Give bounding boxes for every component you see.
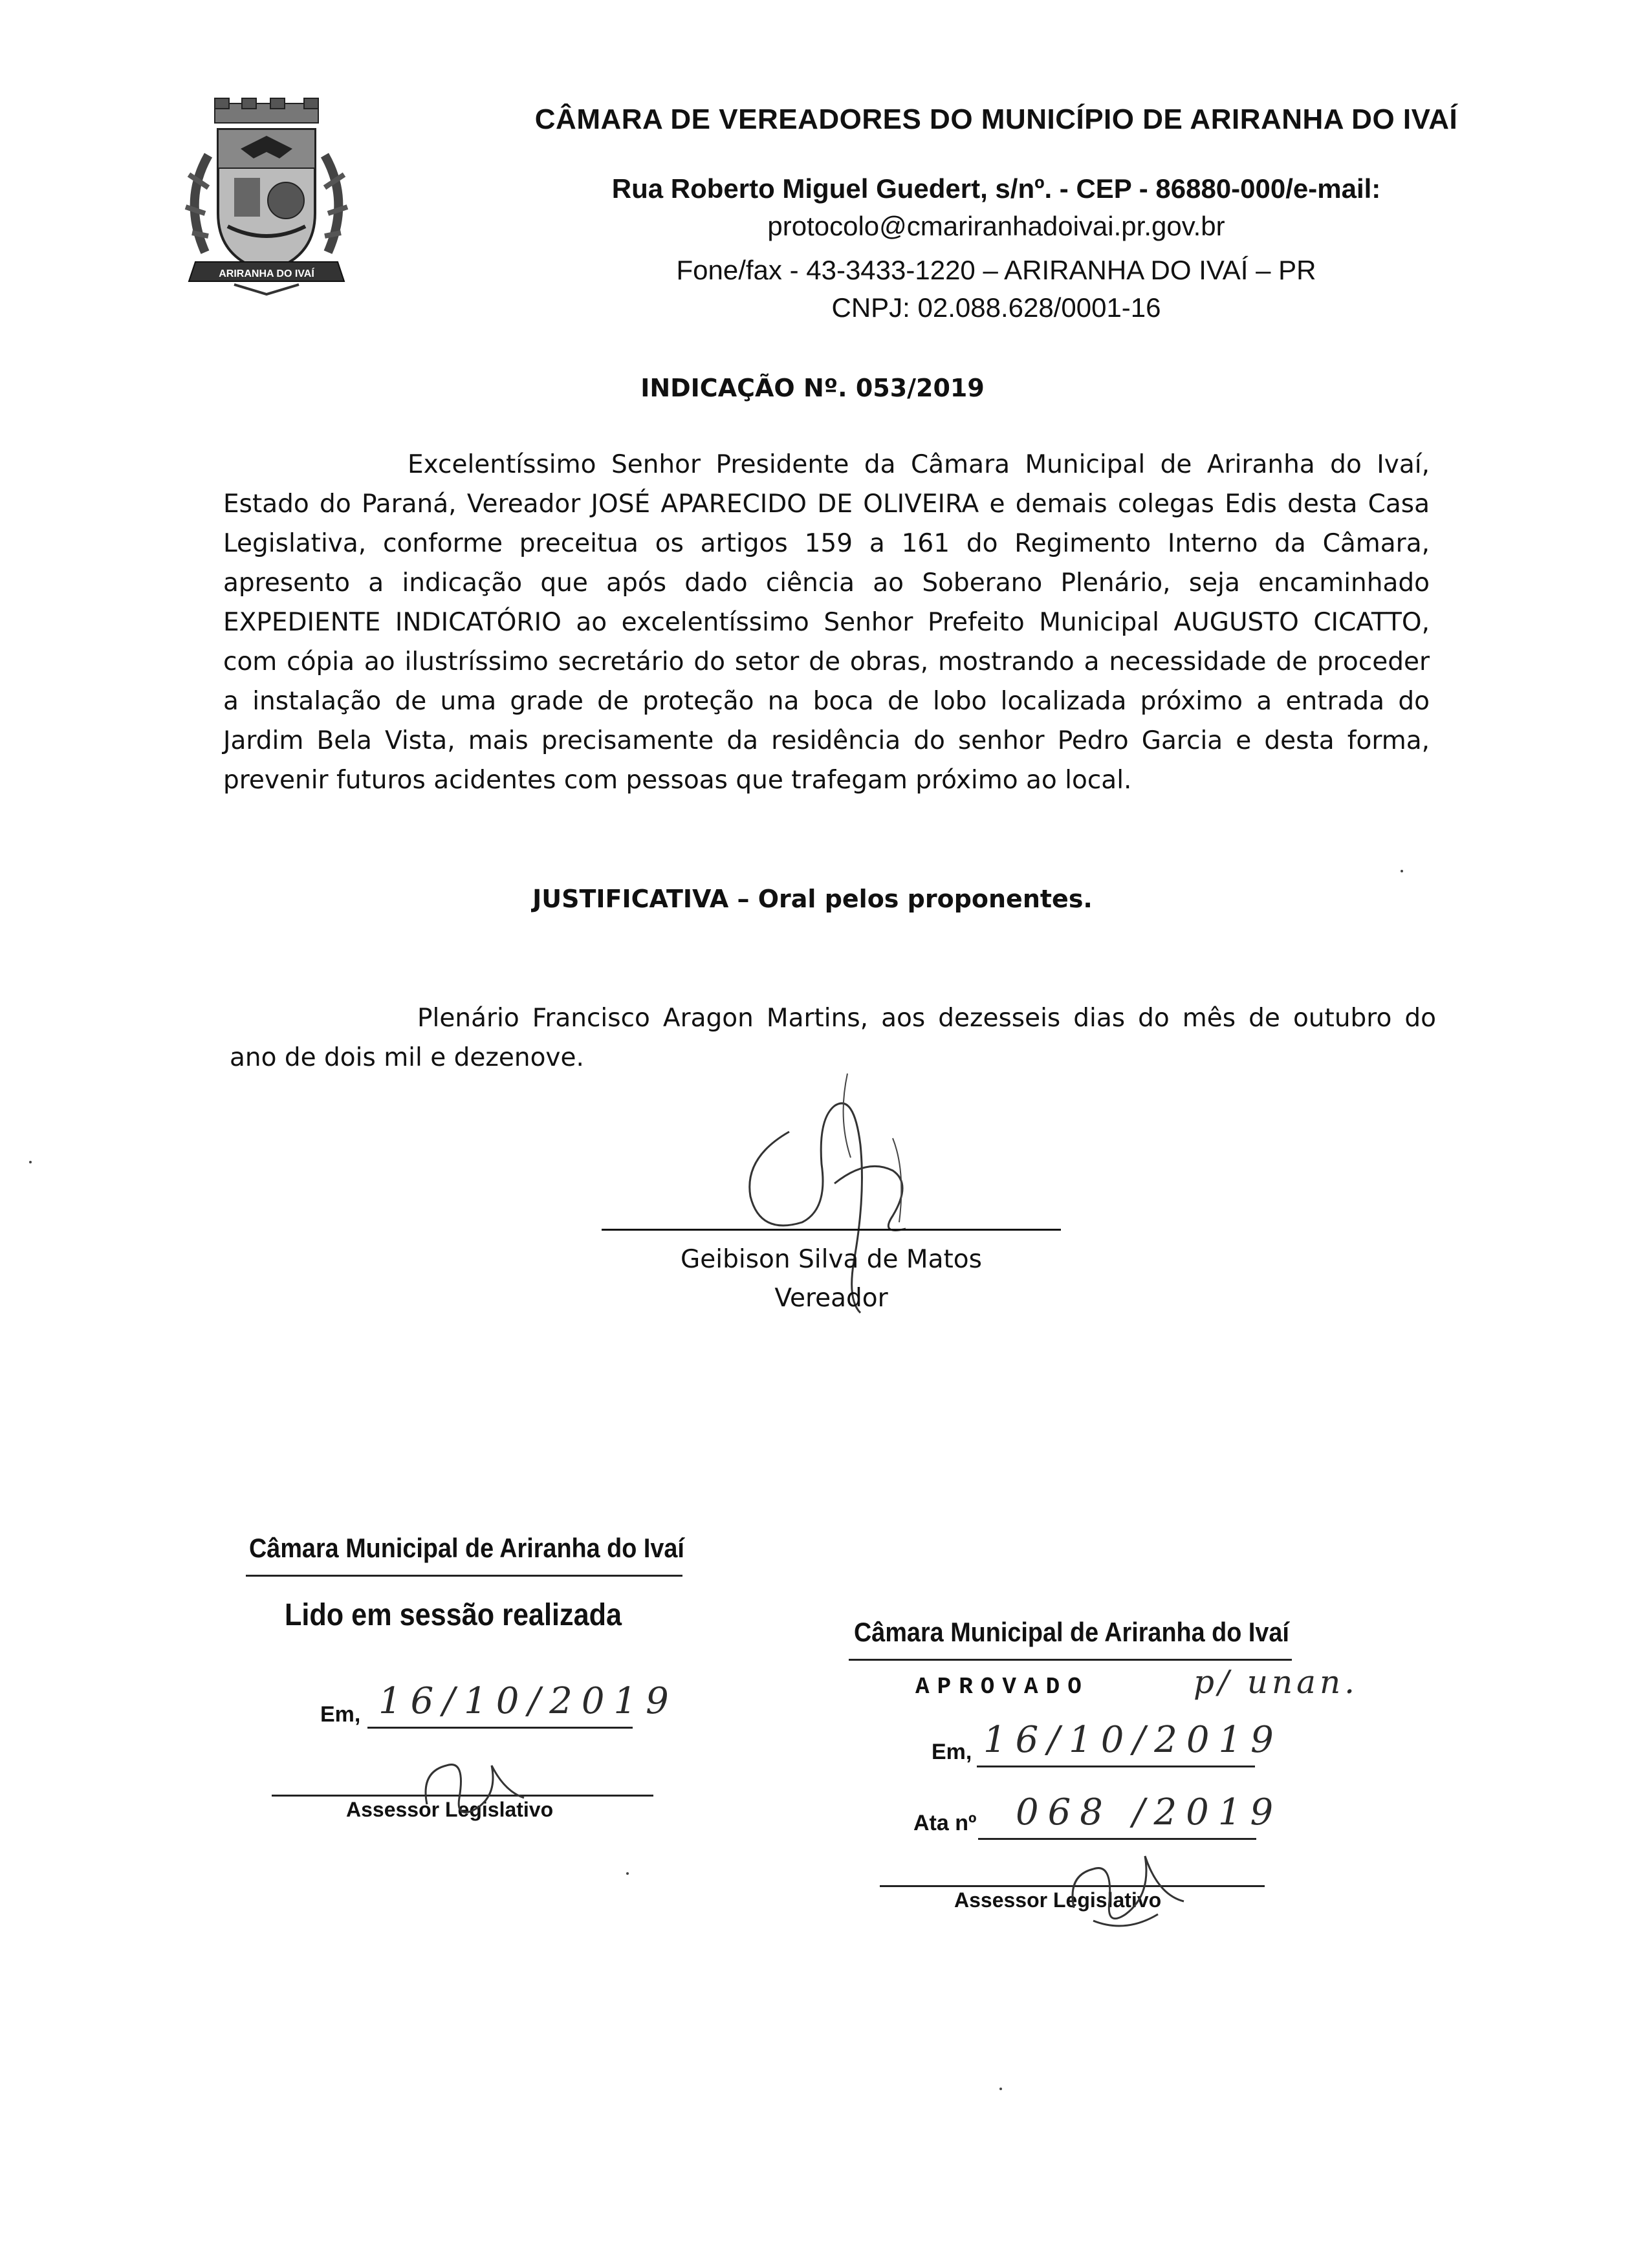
stamp-approved-status: APROVADO [915,1674,1089,1700]
stamp-read-title-rule [246,1575,682,1577]
scan-speck [29,1161,32,1163]
institution-title: CÂMARA DE VEREADORES DO MUNICÍPIO DE ARIRANHA DO IVAÍ [534,103,1458,135]
stamp-approved-initials [1054,1837,1203,1940]
signatory-name: Geibison Silva de Matos [681,1245,982,1274]
stamp-read-title: Câmara Municipal de Ariranha do Ivaí [249,1533,684,1563]
scan-speck [1401,870,1403,872]
stamp-approved-date-rule [977,1766,1255,1767]
signatory-role: Vereador [774,1284,888,1313]
document-title: INDICAÇÃO Nº. 053/2019 [640,374,985,402]
coat-of-arms-logo [169,97,364,297]
stamp-read-subtitle: Lido em sessão realizada [285,1598,622,1632]
stamp-read-date-value: 16/10/2019 [378,1680,678,1722]
institution-cnpj: CNPJ: 02.088.628/0001-16 [831,292,1161,323]
stamp-approved-signer: Assessor Legislativo [954,1888,1162,1912]
scan-speck [626,1872,629,1875]
stamp-read-date-rule [367,1727,633,1729]
stamp-approved-note: p/ unan. [1194,1663,1359,1701]
institution-phone: Fone/fax - 43-3433-1220 – ARIRANHA DO IVAÍ – PR [676,255,1316,285]
stamp-approved-minutes-label: Ata nº [913,1811,977,1835]
justification: JUSTIFICATIVA – Oral pelos proponentes. [532,885,1093,913]
signatory-block [602,1240,1061,1318]
stamp-read-initials [401,1740,550,1830]
closing-paragraph: Plenário Francisco Aragon Martins, aos dezesseis dias do mês de outubro do ano de dois mil e dezenove. [230,1004,1436,1072]
scan-speck [999,2088,1002,2090]
institution-address: Rua Roberto Miguel Guedert, s/nº. - CEP - 86880-000/e-mail: [611,173,1381,204]
signature-line [602,1229,1061,1231]
stamp-approved-title: Câmara Municipal de Ariranha do Ivaí [854,1617,1289,1647]
stamp-approved-date-value: 16/10/2019 [983,1719,1283,1761]
document-body: Excelentíssimo Senhor Presidente da Câmara Municipal de Ariranha do Ivaí, Estado do Paraná, Vereador JOSÉ APARECIDO DE OLIVEIRA e demais colegas Edis desta Casa Legislativa, conforme preceitua os artigos 159 a 161 do Regimento Interno da Câmara, apresento a indicação que após dado ciência ao Soberano Plenário, seja encaminhado EXPEDIENTE INDICATÓRIO ao excelentíssimo Senhor Prefeito Municipal AUGUSTO CICATTO, com cópia ao ilustríssimo secretário do setor de obras, mostrando a necessidade de proceder a instalação de uma grade de proteção na boca de lobo localizada próximo a entrada do Jardim Bela Vista, mais precisamente da residência do senhor Pedro Garcia e desta forma, prevenir futuros acidentes com pessoas que trafegam próximo ao local. [223,450,1430,795]
stamp-read-date-label: Em, [320,1702,361,1727]
stamp-approved-minutes-value: 068 /2019 [1016,1791,1283,1833]
coat-of-arms-ribbon-text: ARIRANHA DO IVAÍ [219,268,314,279]
stamp-read-signer: Assessor Legislativo [346,1798,554,1821]
stamp-approved-date-label: Em, [932,1740,972,1764]
institution-email: protocolo@cmariranhadoivai.pr.gov.br [767,211,1225,241]
stamp-approved-title-rule [849,1659,1292,1661]
